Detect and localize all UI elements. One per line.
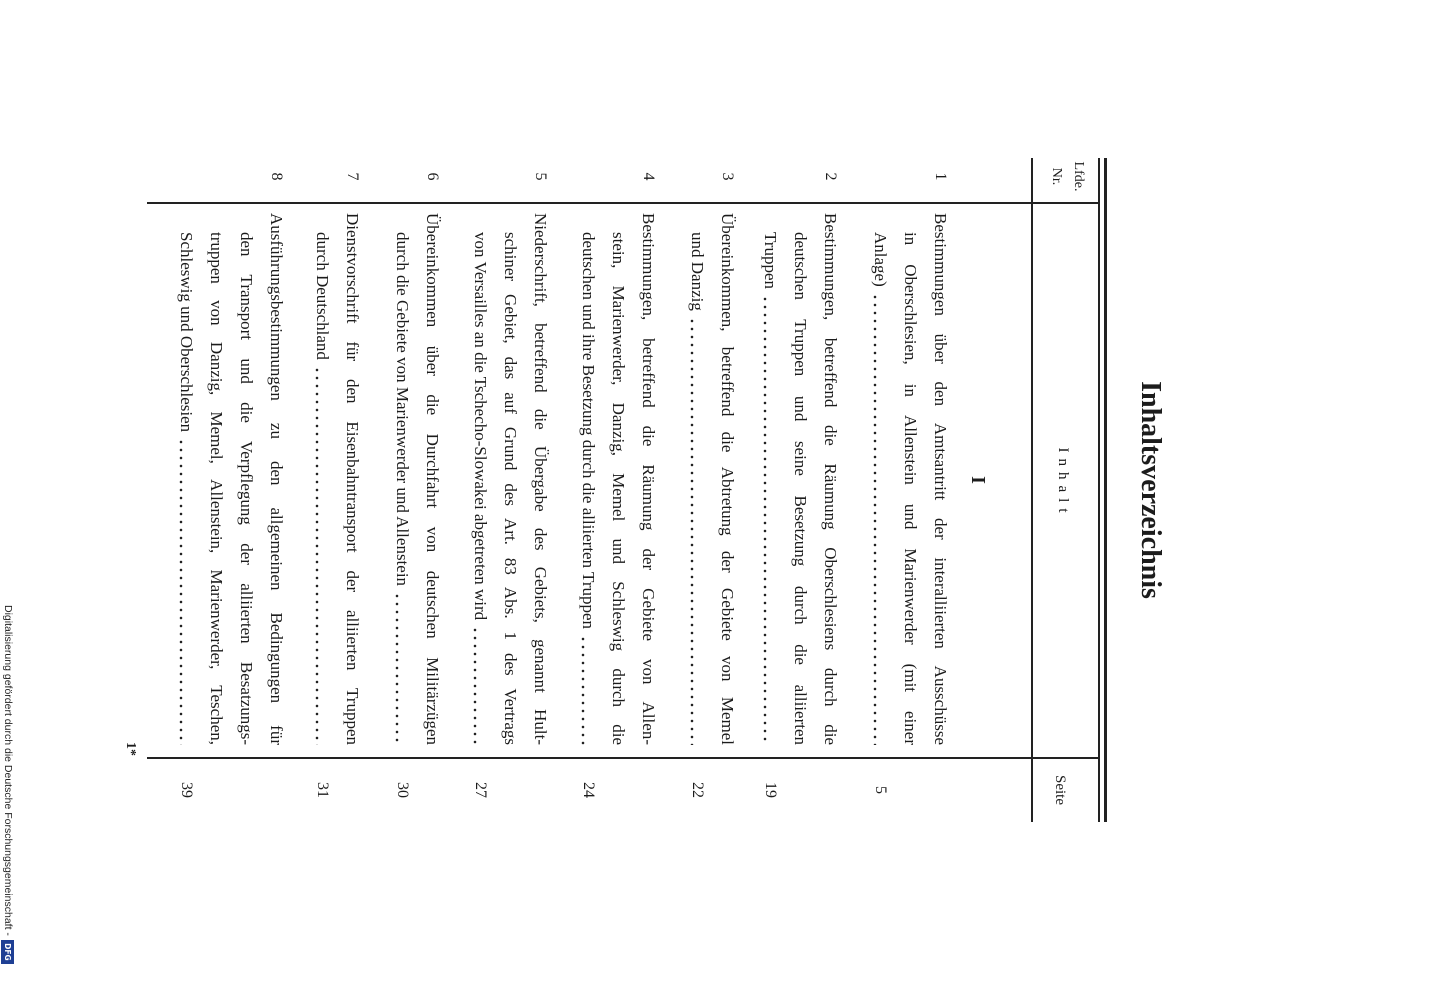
entry-page-number: 19 [762,782,779,798]
entry-page-number: 30 [394,782,411,798]
entry-line-last [682,213,712,745]
entry-text [171,213,291,745]
entry-line: truppen von Danzig, Memel, Allenstein, Marienwerder, Teschen, [207,232,226,745]
entry-line-last [865,213,895,745]
entry-line: Bestimmungen, betreffend die Räumung der Gebiete von Allen- [639,213,658,745]
entry-page-number: 27 [472,782,489,798]
entry-page-number: 31 [314,782,331,798]
entry-line: Bestimmungen, betreffend die Räumung Oberschlesiens durch die [821,213,840,745]
table-top-rule-thin [1099,158,1101,822]
entry-text [865,213,955,745]
entry-number: 4 [640,172,657,181]
dot-leader [307,366,337,745]
header-content-column: Inhalt [1055,447,1071,519]
entry-line: Dienstvorschrift für den Eisenbahntransport der alliierten Truppen [343,213,362,745]
entry-line-text: Anlage) [871,232,890,287]
entry-line-text: durch die Gebiete von Marienwerder und Allenstein [393,232,412,587]
entry-line-last [307,213,337,745]
entry-number: 2 [822,172,839,181]
header-number-column [1045,150,1089,203]
entry-text [573,213,663,745]
entry-page-number: 24 [580,782,597,798]
dot-leader [387,592,417,745]
entry-line-text: von Versailles an die Tschecho-Slowakei abgetreten wird [471,232,490,621]
dfg-logo: DFG [2,940,15,964]
dot-leader [573,635,603,745]
entry-number: 1 [932,172,949,181]
header-number-line1: Lfde. [1071,161,1086,192]
dot-leader [865,293,895,745]
entry-line: Übereinkommen, betreffend die Abtretung der Gebiete von Memel [718,213,737,745]
entry-line: Übereinkommen über die Durchfahrt von deutschen Militärzügen [423,213,442,745]
toc-entry [307,150,367,822]
toc-entry [573,150,663,822]
entry-line-last [387,213,417,745]
dot-leader [465,626,495,745]
digitization-credit [1,605,15,964]
toc-entry [387,150,447,822]
entry-line: schiner Gebiet, das auf Grund des Art. 83 Abs. 1 des Vertrags [501,232,520,745]
entry-line-last [465,213,495,745]
entry-text [307,213,367,745]
entry-line-last [755,213,785,745]
entry-number: 7 [344,172,361,181]
entry-page-number: 39 [178,782,195,798]
signature-mark: 1* [123,742,138,756]
toc-entry [865,150,955,822]
entry-page-number: 22 [689,782,706,798]
page-title: Inhaltsverzeichnis [1135,381,1166,599]
entry-line: deutschen Truppen und seine Besetzung durch die alliierten [791,232,810,745]
credit-text: Digitalisierung gefördert durch die Deutsche Forschungsgemeinschaft - [2,605,14,936]
entry-line: in Oberschlesien, in Allenstein und Marienwerder (mit einer [901,232,920,745]
header-number-line2: Nr. [1049,167,1064,186]
entry-number: 5 [532,172,549,181]
entry-text [387,213,447,745]
toc-entry [465,150,555,822]
toc-entry [171,150,291,822]
toc-entry [682,150,742,822]
dot-leader [755,295,785,745]
entry-line-text: und Danzig [688,232,707,311]
entry-line: Ausführungsbestimmungen zu den allgemeinen Bedingungen für [267,213,286,745]
entry-page-number: 5 [872,786,889,794]
entry-line: stein, Marienwerder, Danzig, Memel und Schleswig durch die [609,232,628,745]
dot-leader [171,438,201,745]
section-heading: I [967,476,989,484]
entry-number: 8 [268,172,285,181]
entry-line-last [573,213,603,745]
entry-line: Bestimmungen über den Amtsantritt der interalliierten Ausschüsse [931,213,950,745]
entry-line-text: Truppen [761,232,780,289]
header-page-column: Seite [1052,775,1068,805]
entry-line: den Transport und die Verpflegung der alliierten Besatzungs- [237,232,256,745]
entry-text [465,213,555,745]
entry-line-text: durch Deutschland [313,232,332,360]
entry-text [682,213,742,745]
entry-text [755,213,845,745]
entry-number: 3 [719,172,736,181]
table-header-rule [1031,158,1033,822]
entry-line-last [171,213,201,745]
entry-line-text: deutschen und ihre Besetzung durch die alliierten Truppen [579,232,598,630]
table-top-rule-thick [1104,158,1107,822]
entry-line-text: Schleswig und Oberschlesien [177,232,196,433]
dot-leader [682,317,712,745]
entry-number: 6 [424,172,441,181]
entry-line: Niederschrift, betreffend die Übergabe des Gebiets, genannt Hult- [531,213,550,745]
toc-entry [755,150,845,822]
